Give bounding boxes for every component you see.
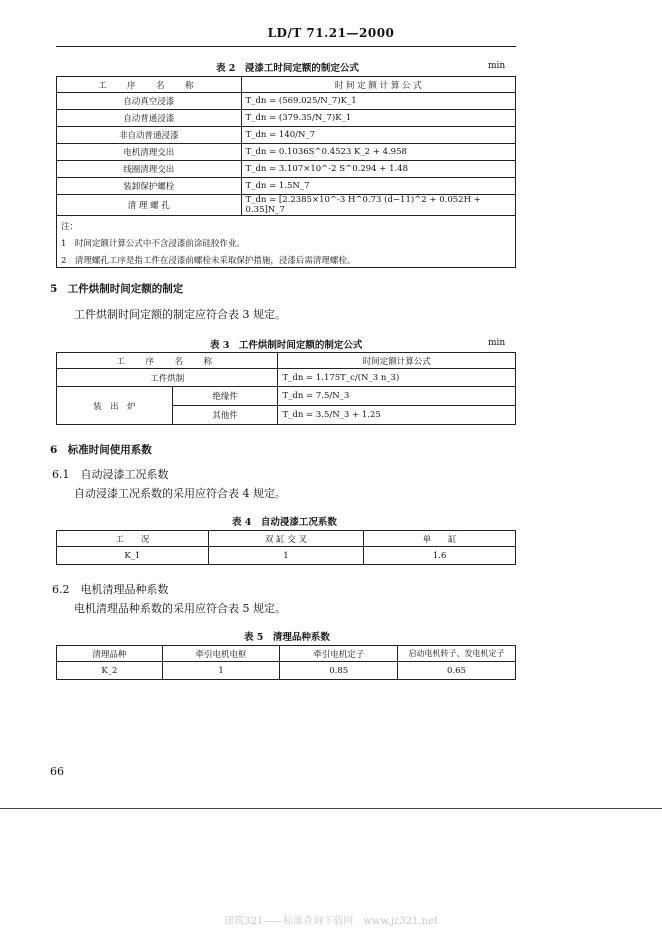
formula: T_dn = 1.175T_c/(N_3 n_3) xyxy=(278,369,516,387)
formula: T_dn = 3.5/N_3 + 1.25 xyxy=(278,406,516,425)
table2-notes xyxy=(57,216,516,268)
section61-heading: 6.1 自动浸漆工况系数 xyxy=(52,468,169,481)
section5-paragraph: 工件烘制时间定额的制定应符合表 3 规定。 xyxy=(74,308,286,321)
table5-header-type: 清理品种 xyxy=(57,646,163,662)
table2-header-formula: 时 间 定 额 计 算 公 式 xyxy=(241,77,515,93)
stator-value: 0.85 xyxy=(280,662,398,680)
table2 xyxy=(56,76,516,268)
table-row xyxy=(57,387,516,406)
table2-unit: min xyxy=(488,61,506,71)
table2-notes-row xyxy=(57,216,516,268)
section62-paragraph: 电机清理品种系数的采用应符合表 5 规定。 xyxy=(74,602,286,615)
notes-title: 注： xyxy=(61,222,79,232)
table4-caption: 表 4 自动浸漆工况系数 xyxy=(232,517,337,528)
footer-rule xyxy=(0,808,662,809)
section62-heading: 6.2 电机清理品种系数 xyxy=(52,583,169,596)
process-name: 其他件 xyxy=(172,406,278,425)
table3 xyxy=(56,352,516,425)
table4 xyxy=(56,530,516,565)
process-name: 绝缘件 xyxy=(172,387,278,406)
note-1: 1 时间定额计算公式中不含浸漆前涂硅胶作业。 xyxy=(61,239,245,249)
formula: T_dn = 1.5N_7 xyxy=(241,178,515,195)
double-value: 1 xyxy=(208,547,364,565)
formula: T_dn = 140/N_7 xyxy=(241,127,515,144)
note-2: 2 清理螺孔工序是指工件在浸漆前螺栓未采取保护措施，浸漆后需清理螺栓。 xyxy=(61,256,356,266)
process-name: 清 理 螺 孔 xyxy=(57,195,242,216)
table-row xyxy=(57,369,516,387)
section5-heading: 5 工件烘制时间定额的制定 xyxy=(50,283,184,295)
table5-caption: 表 5 清理品种系数 xyxy=(244,632,330,643)
coefficient-label: K_2 xyxy=(57,662,163,680)
formula: T_dn = (569.025/N_7)K_1 xyxy=(241,93,515,110)
watermark: 建筑321——标准查询下载网 www.jz321.net xyxy=(224,916,438,927)
table-row xyxy=(57,547,516,565)
header-rule xyxy=(56,46,516,47)
table3-header-process: 工 序 名 称 xyxy=(57,353,278,369)
table-row xyxy=(57,127,516,144)
single-value: 1.6 xyxy=(364,547,516,565)
starter-value: 0.65 xyxy=(398,662,516,680)
coefficient-label: K_1 xyxy=(57,547,209,565)
table4-header-double: 双 缸 交 叉 xyxy=(208,531,364,547)
table5-header-starter: 启动电机转子、发电机定子 xyxy=(398,646,516,662)
process-name: 线圈清理交出 xyxy=(57,161,242,178)
table2-header-process: 工 序 名 称 xyxy=(57,77,242,93)
formula: T_dn = (379.35/N_7)K_1 xyxy=(241,110,515,127)
table-row xyxy=(57,178,516,195)
process-name: 装卸保护螺栓 xyxy=(57,178,242,195)
table3-header-formula: 时间定额计算公式 xyxy=(278,353,516,369)
table2-caption: 表 2 浸漆工时间定额的制定公式 xyxy=(216,63,359,74)
table-row xyxy=(57,110,516,127)
process-name: 工件烘制 xyxy=(57,369,278,387)
table3-unit: min xyxy=(488,338,506,348)
table4-header-single: 单 缸 xyxy=(364,531,516,547)
table4-header-condition: 工 况 xyxy=(57,531,209,547)
armature-value: 1 xyxy=(162,662,280,680)
process-name: 自动真空浸漆 xyxy=(57,93,242,110)
process-name: 电机清理交出 xyxy=(57,144,242,161)
table5 xyxy=(56,645,516,680)
table-row xyxy=(57,195,516,216)
section61-paragraph: 自动浸漆工况系数的采用应符合表 4 规定。 xyxy=(74,487,286,500)
table-row xyxy=(57,161,516,178)
table5-header-armature: 牵引电机电枢 xyxy=(162,646,280,662)
table5-header-stator: 牵引电机定子 xyxy=(280,646,398,662)
formula: T_dn = [2.2385×10^-3 H^0.73 (d−11)^2 + 0.052H + 0.35]N_7 xyxy=(241,195,515,216)
formula: T_dn = 0.1036S^0.4523 K_2 + 4.958 xyxy=(241,144,515,161)
table-row xyxy=(57,93,516,110)
table-row xyxy=(57,662,516,680)
standard-header: LD/T 71.21—2000 xyxy=(267,26,395,40)
formula: T_dn = 3.107×10^-2 S^0.294 + 1.48 xyxy=(241,161,515,178)
process-group: 装 出 炉 xyxy=(57,387,173,425)
process-name: 自动普通浸漆 xyxy=(57,110,242,127)
page-number: 66 xyxy=(50,765,64,778)
formula: T_dn = 7.5/N_3 xyxy=(278,387,516,406)
section6-heading: 6 标准时间使用系数 xyxy=(50,444,152,456)
table-row xyxy=(57,144,516,161)
table3-caption: 表 3 工件烘制时间定额的制定公式 xyxy=(210,340,363,351)
process-name: 非自动普通浸漆 xyxy=(57,127,242,144)
